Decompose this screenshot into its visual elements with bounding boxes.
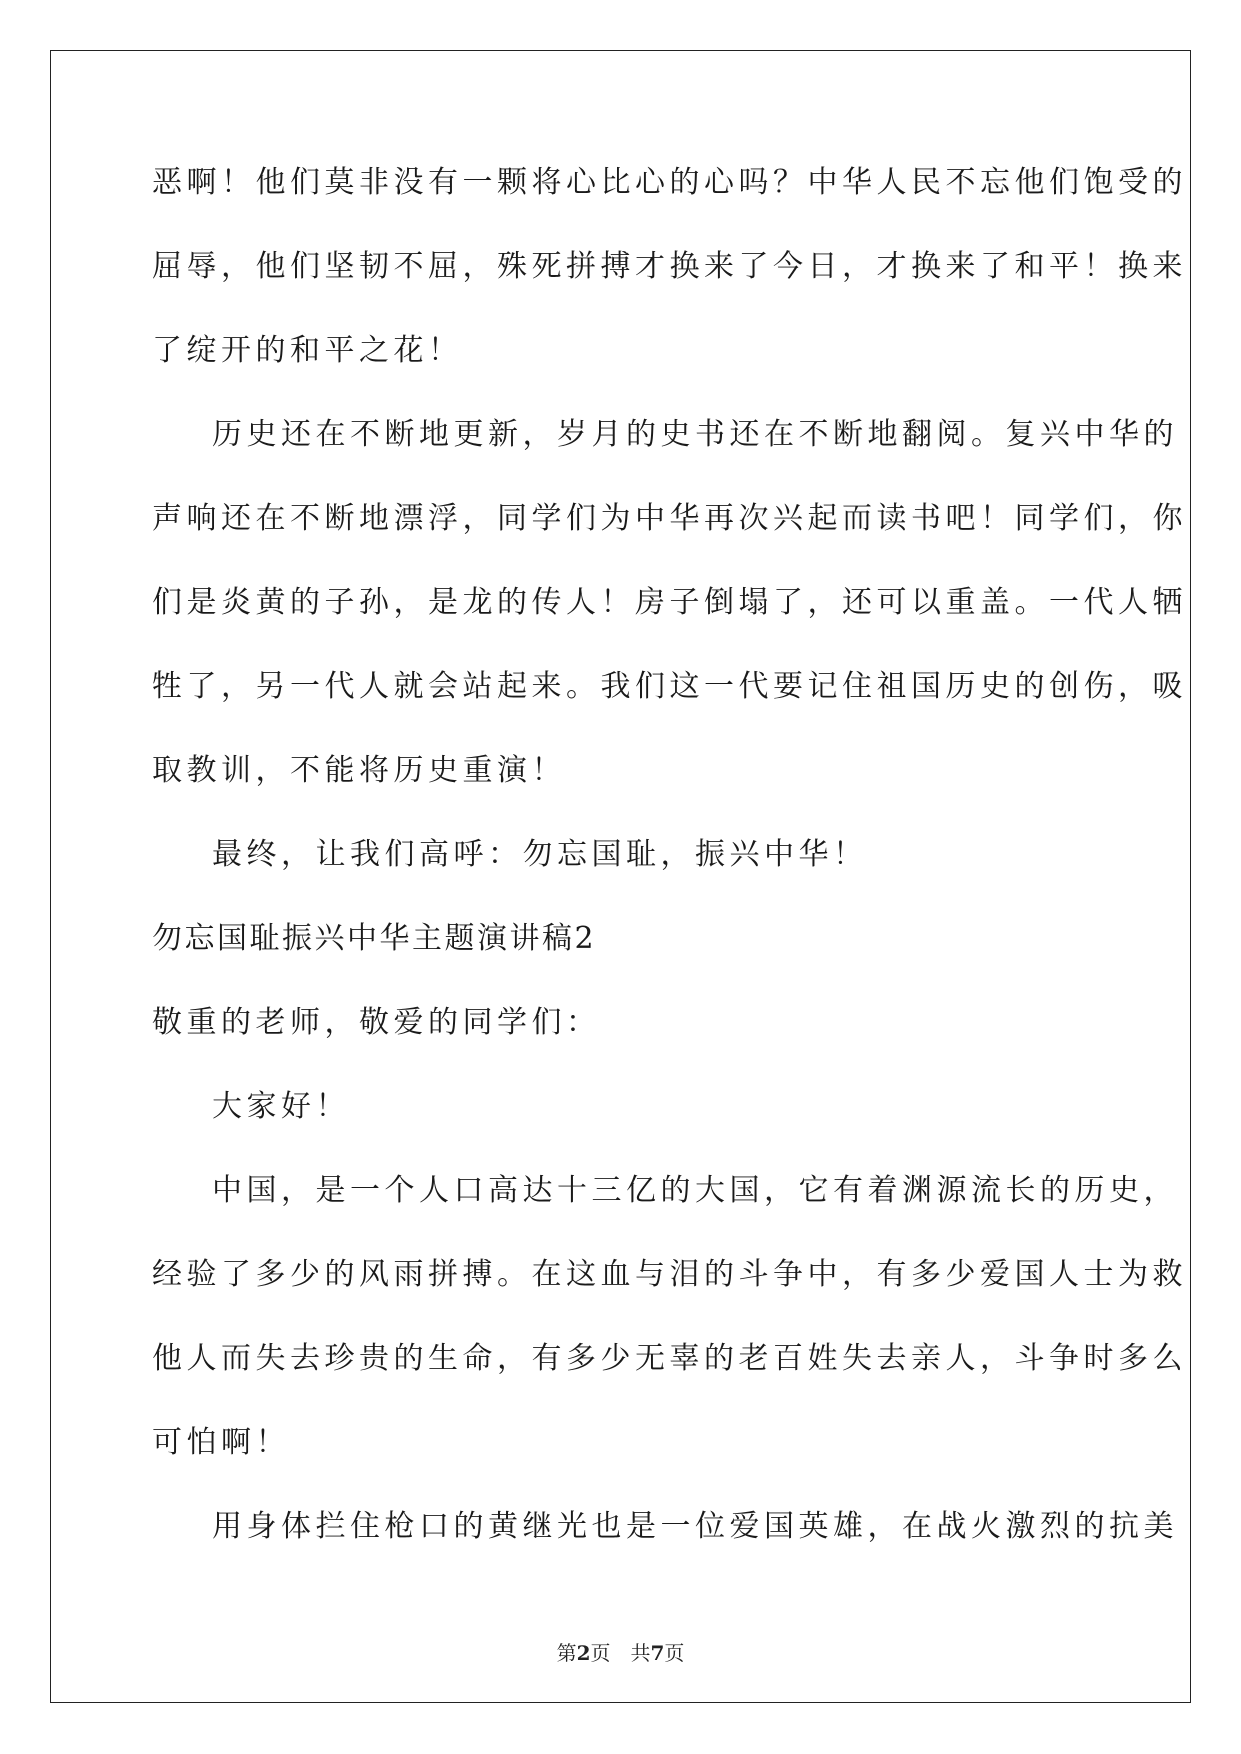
- text-line: 恶啊！他们莫非没有一颗将心比心的心吗？中华人民不忘他们饱受的: [152, 165, 1187, 200]
- text-line: 他人而失去珍贵的生命，有多少无辜的老百姓失去亲人，斗争时多么: [152, 1341, 1187, 1376]
- text-line: 中国，是一个人口高达十三亿的大国，它有着渊源流长的历史，: [212, 1173, 1178, 1208]
- text-line: 取教训，不能将历史重演！: [152, 753, 566, 788]
- text-line: 声响还在不断地漂浮，同学们为中华再次兴起而读书吧！同学们，你: [152, 501, 1187, 536]
- text-line: 历史还在不断地更新，岁月的史书还在不断地翻阅。复兴中华的: [212, 417, 1178, 452]
- page-footer: [0, 1637, 1241, 1666]
- text-line: 屈辱，他们坚韧不屈，殊死拼搏才换来了今日，才换来了和平！换来: [152, 249, 1187, 284]
- text-line: 经验了多少的风雨拼搏。在这血与泪的斗争中，有多少爱国人士为救: [152, 1257, 1187, 1292]
- text-line: 用身体拦住枪口的黄继光也是一位爱国英雄，在战火激烈的抗美: [212, 1509, 1178, 1544]
- text-line: 了绽开的和平之花！: [152, 333, 463, 368]
- page-prefix: 第: [556, 1641, 577, 1665]
- text-line: 最终，让我们高呼：勿忘国耻，振兴中华！: [212, 837, 868, 872]
- page-current: 2: [576, 1641, 591, 1665]
- text-line: 们是炎黄的子孙，是龙的传人！房子倒塌了，还可以重盖。一代人牺: [152, 585, 1187, 620]
- salutation: 敬重的老师，敬爱的同学们：: [152, 1005, 601, 1040]
- section-heading: 勿忘国耻振兴中华主题演讲稿2: [152, 921, 597, 956]
- greeting: 大家好！: [212, 1089, 350, 1124]
- total-prefix: 共: [630, 1641, 651, 1665]
- page-unit: 页: [590, 1641, 611, 1665]
- page-total: 7: [650, 1641, 665, 1665]
- total-unit: 页: [664, 1641, 685, 1665]
- document-body: [152, 158, 1187, 1586]
- text-line: 可怕啊！: [152, 1425, 290, 1460]
- text-line: 牲了，另一代人就会站起来。我们这一代要记住祖国历史的创伤，吸: [152, 669, 1187, 704]
